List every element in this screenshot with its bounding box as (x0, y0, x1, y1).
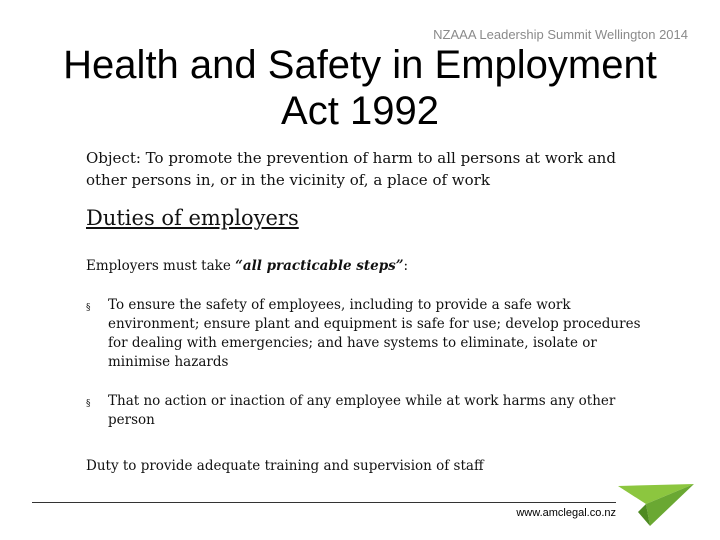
slide-title-line-2: Act 1992 (281, 89, 439, 133)
bullet-item (86, 392, 646, 430)
duties-heading: Duties of employers (86, 206, 299, 230)
footer-divider (32, 502, 616, 503)
lead-sentence (86, 258, 408, 274)
footer-url[interactable]: www.amclegal.co.nz (516, 507, 616, 519)
object-statement: Object: To promote the prevention of harm to all persons at work and other persons in, or in the vicinity of, a place of work (86, 149, 616, 189)
slide-title (0, 42, 720, 134)
slide-title-line-1: Health and Safety in Employment (63, 43, 657, 87)
lead-suffix: : (403, 258, 409, 274)
lead-emphasis: “all practicable steps” (235, 258, 404, 274)
bullet-item (86, 296, 646, 372)
bullet-text: To ensure the safety of employees, including to provide a safe work environment; ensure plant and equipment is safe for use; develop procedures for dealing with emergencies; and have systems to eliminate, isolate or minimise hazards (108, 297, 641, 370)
paper-plane-logo-icon (616, 482, 696, 528)
event-header: NZAAA Leadership Summit Wellington 2014 (433, 27, 688, 42)
training-duty: Duty to provide adequate training and supervision of staff (86, 458, 484, 474)
bullet-marker-icon: § (86, 399, 91, 409)
bullet-marker-icon: § (86, 303, 91, 313)
bullet-text: That no action or inaction of any employee while at work harms any other person (108, 393, 616, 428)
lead-prefix: Employers must take (86, 258, 236, 274)
